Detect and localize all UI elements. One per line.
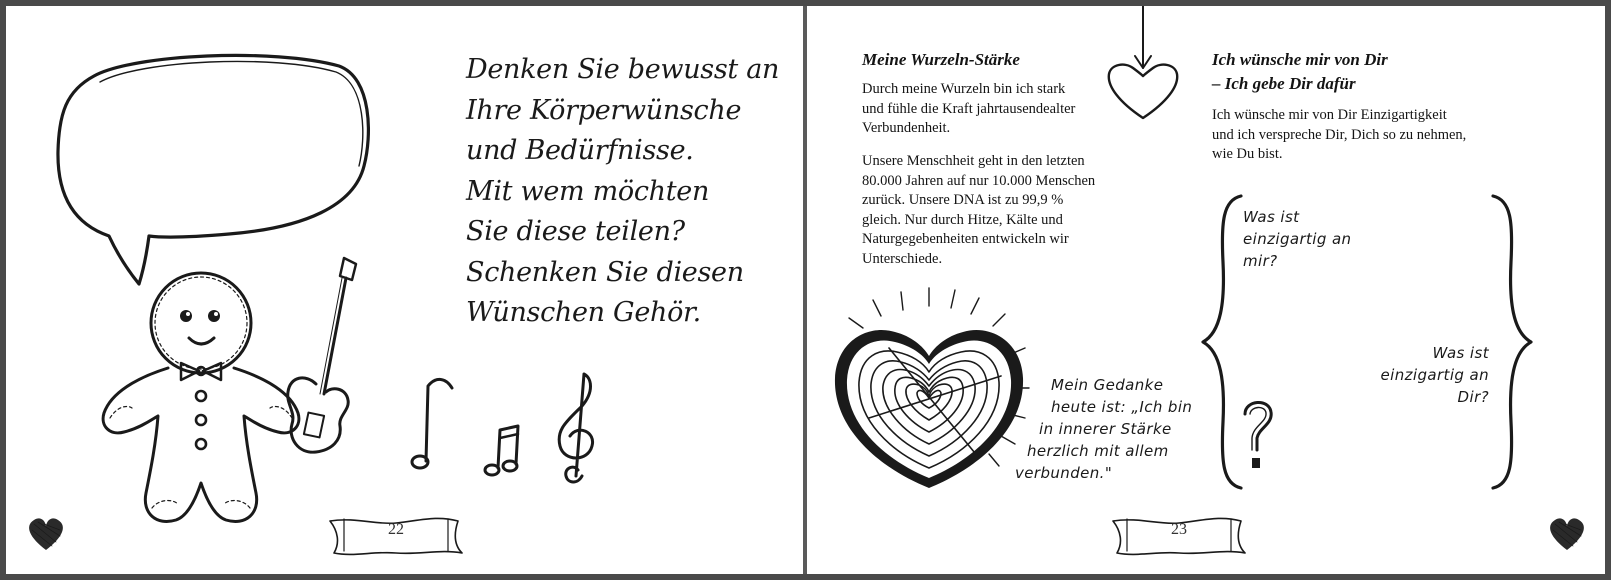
thought-line: herzlich mit allem [1027,442,1169,460]
wish-paragraph-line: Ich wünsche mir von Dir Einzigartigkeit [1212,107,1447,123]
roots-section-title: Meine Wurzeln-Stärke [862,50,1020,69]
roots-paragraph-2-line: gleich. Nur durch Hitze, Kälte und [862,211,1063,228]
quote-line: Schenken Sie diesen [466,256,744,288]
quote-line: Mit wem möchten [466,175,710,207]
question-you-line: einzigartig an [1380,366,1489,384]
wish-section-title-line-1: Ich wünsche mir von Dir [1212,50,1388,69]
wish-section-title-line-2: – Ich gebe Dir dafür [1212,74,1356,93]
right-curly-brace-icon [1487,192,1537,492]
question-me-line: einzigartig an [1243,230,1352,248]
quote-line: Wünschen Gehör. [466,297,701,328]
quote-text [466,50,796,334]
gingerbread-man-icon [96,268,306,530]
scribble-heart-icon [26,516,66,552]
thought-line: Mein Gedanke [1051,376,1164,394]
tree-ring-heart-icon [829,288,1039,498]
thought-line: heute ist: „Ich bin [1051,398,1193,416]
music-notes-icon [406,366,606,496]
question-me-line: mir? [1243,252,1278,270]
question-mark-icon [1237,396,1277,476]
roots-paragraph-2 [862,152,1095,269]
roots-paragraph-2-line: zurück. Unsere DNA ist zu 99,9 % [862,192,1064,208]
quote-line: Denken Sie bewusst an [466,54,780,85]
quote-line: Sie diese teilen? [466,216,685,247]
roots-paragraph-2-line: Unterschiede. [862,250,943,267]
roots-paragraph-2-line: 80.000 Jahren auf nur 10.000 Menschen [862,172,1096,189]
wish-paragraph [1212,106,1466,165]
roots-paragraph-2-line: Naturgegebenheiten entwickeln wir [862,231,1069,247]
question-you-line: Dir? [1457,388,1489,406]
roots-paragraph-2-line: Unsere Menschheit geht in den letzten [862,153,1085,169]
guitar-icon [276,254,366,464]
roots-paragraph-1-line: Verbundenheit. [862,120,951,136]
question-you-line: Was ist [1432,344,1489,362]
wish-paragraph-line: und ich verspreche Dir, Dich so zu nehmen, [1212,126,1467,143]
question-me [1243,206,1351,272]
page-number: 23 [1171,521,1187,538]
roots-paragraph-1-line: Durch meine Wurzeln bin ich stark [862,81,1066,97]
left-page [6,6,803,574]
page-number: 22 [388,521,404,538]
scribble-heart-icon [1547,516,1587,552]
right-page [807,6,1605,574]
thought-line: in innerer Stärke [1039,420,1172,438]
question-me-line: Was ist [1243,208,1300,226]
hanging-heart-icon [1105,6,1181,124]
wish-paragraph-line: wie Du bist. [1212,146,1283,162]
quote-line: und Bedürfnisse. [466,135,694,166]
quote-line: Ihre Körperwünsche [466,94,742,126]
roots-paragraph-1 [862,80,1075,139]
thought-line: verbunden." [1015,464,1113,482]
roots-paragraph-1-line: und fühle die Kraft jahrtausendealter [862,100,1076,117]
thought-text [1015,374,1192,484]
question-you [1377,342,1489,408]
